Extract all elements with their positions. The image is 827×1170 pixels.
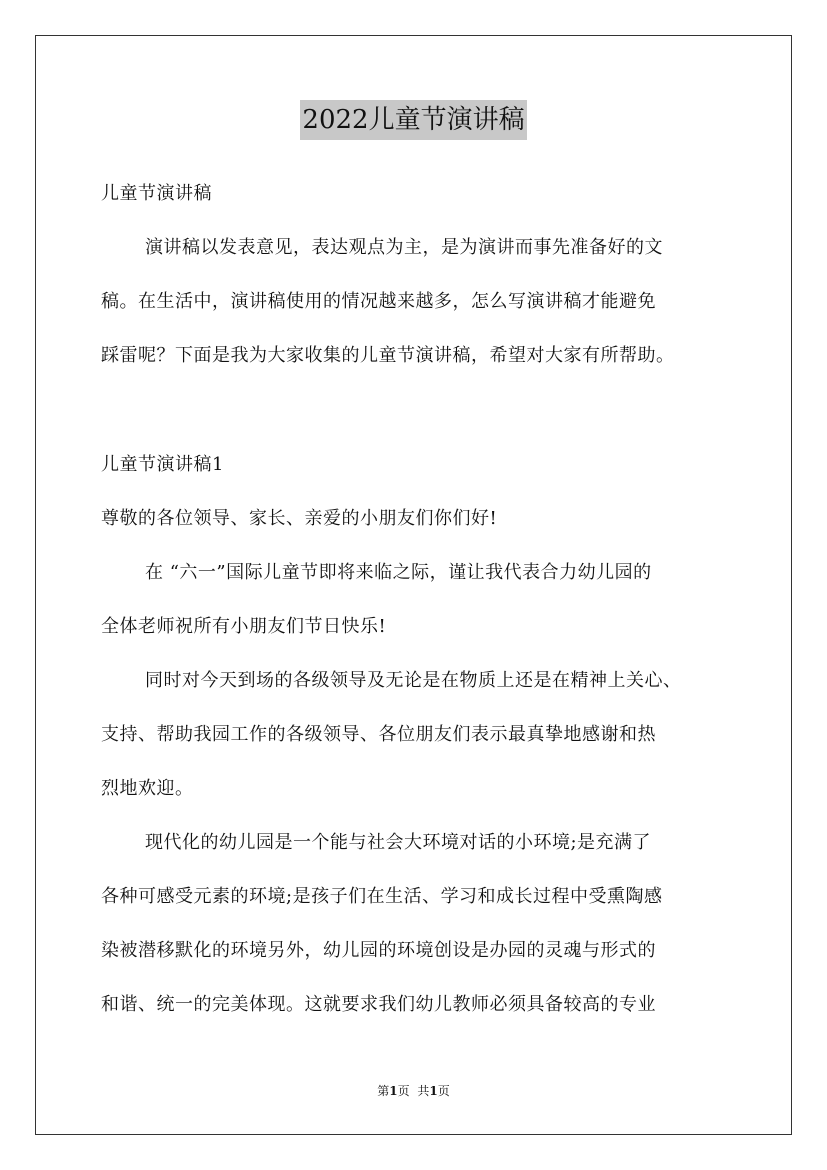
- section-heading: 儿童节演讲稿: [101, 183, 212, 204]
- footer-total-prefix: 共: [417, 1084, 430, 1098]
- paragraph-line: 在 “六一”国际儿童节即将来临之际，谨让我代表合力幼儿园的: [145, 562, 652, 583]
- paragraph-line: 稿。在生活中，演讲稿使用的情况越来越多，怎么写演讲稿才能避免: [101, 291, 656, 312]
- salutation-line: 尊敬的各位领导、家长、亲爱的小朋友们你们好!: [101, 508, 498, 529]
- paragraph-line: 各种可感受元素的环境;是孩子们在生活、学习和成长过程中受熏陶感: [101, 886, 663, 907]
- paragraph-line: 现代化的幼儿园是一个能与社会大环境对话的小环境;是充满了: [145, 832, 652, 853]
- paragraph-line: 全体老师祝所有小朋友们节日快乐!: [101, 616, 387, 637]
- paragraph-line: 支持、帮助我园工作的各级领导、各位朋友们表示最真挚地感谢和热: [101, 724, 656, 745]
- section-heading: 儿童节演讲稿1: [101, 454, 224, 475]
- paragraph-line: 烈地欢迎。: [101, 778, 194, 799]
- document-title: 2022儿童节演讲稿: [300, 100, 526, 140]
- title-container: [0, 100, 827, 140]
- footer-total-unit: 页: [437, 1084, 450, 1098]
- paragraph-line: 染被潜移默化的环境另外，幼儿园的环境创设是办园的灵魂与形式的: [101, 940, 656, 961]
- total-pages-number: 1: [429, 1084, 438, 1098]
- paragraph-line: 同时对今天到场的各级领导及无论是在物质上还是在精神上关心、: [145, 670, 682, 691]
- footer-prefix: 第: [377, 1084, 390, 1098]
- current-page-number: 1: [389, 1084, 398, 1098]
- paragraph-line: 踩雷呢？下面是我为大家收集的儿童节演讲稿，希望对大家有所帮助。: [101, 345, 675, 366]
- page-footer: [0, 1083, 827, 1099]
- paragraph-line: 和谐、统一的完美体现。这就要求我们幼儿教师必须具备较高的专业: [101, 994, 656, 1015]
- footer-page-unit: 页: [397, 1084, 410, 1098]
- paragraph-line: 演讲稿以发表意见，表达观点为主，是为演讲而事先准备好的文: [145, 237, 663, 258]
